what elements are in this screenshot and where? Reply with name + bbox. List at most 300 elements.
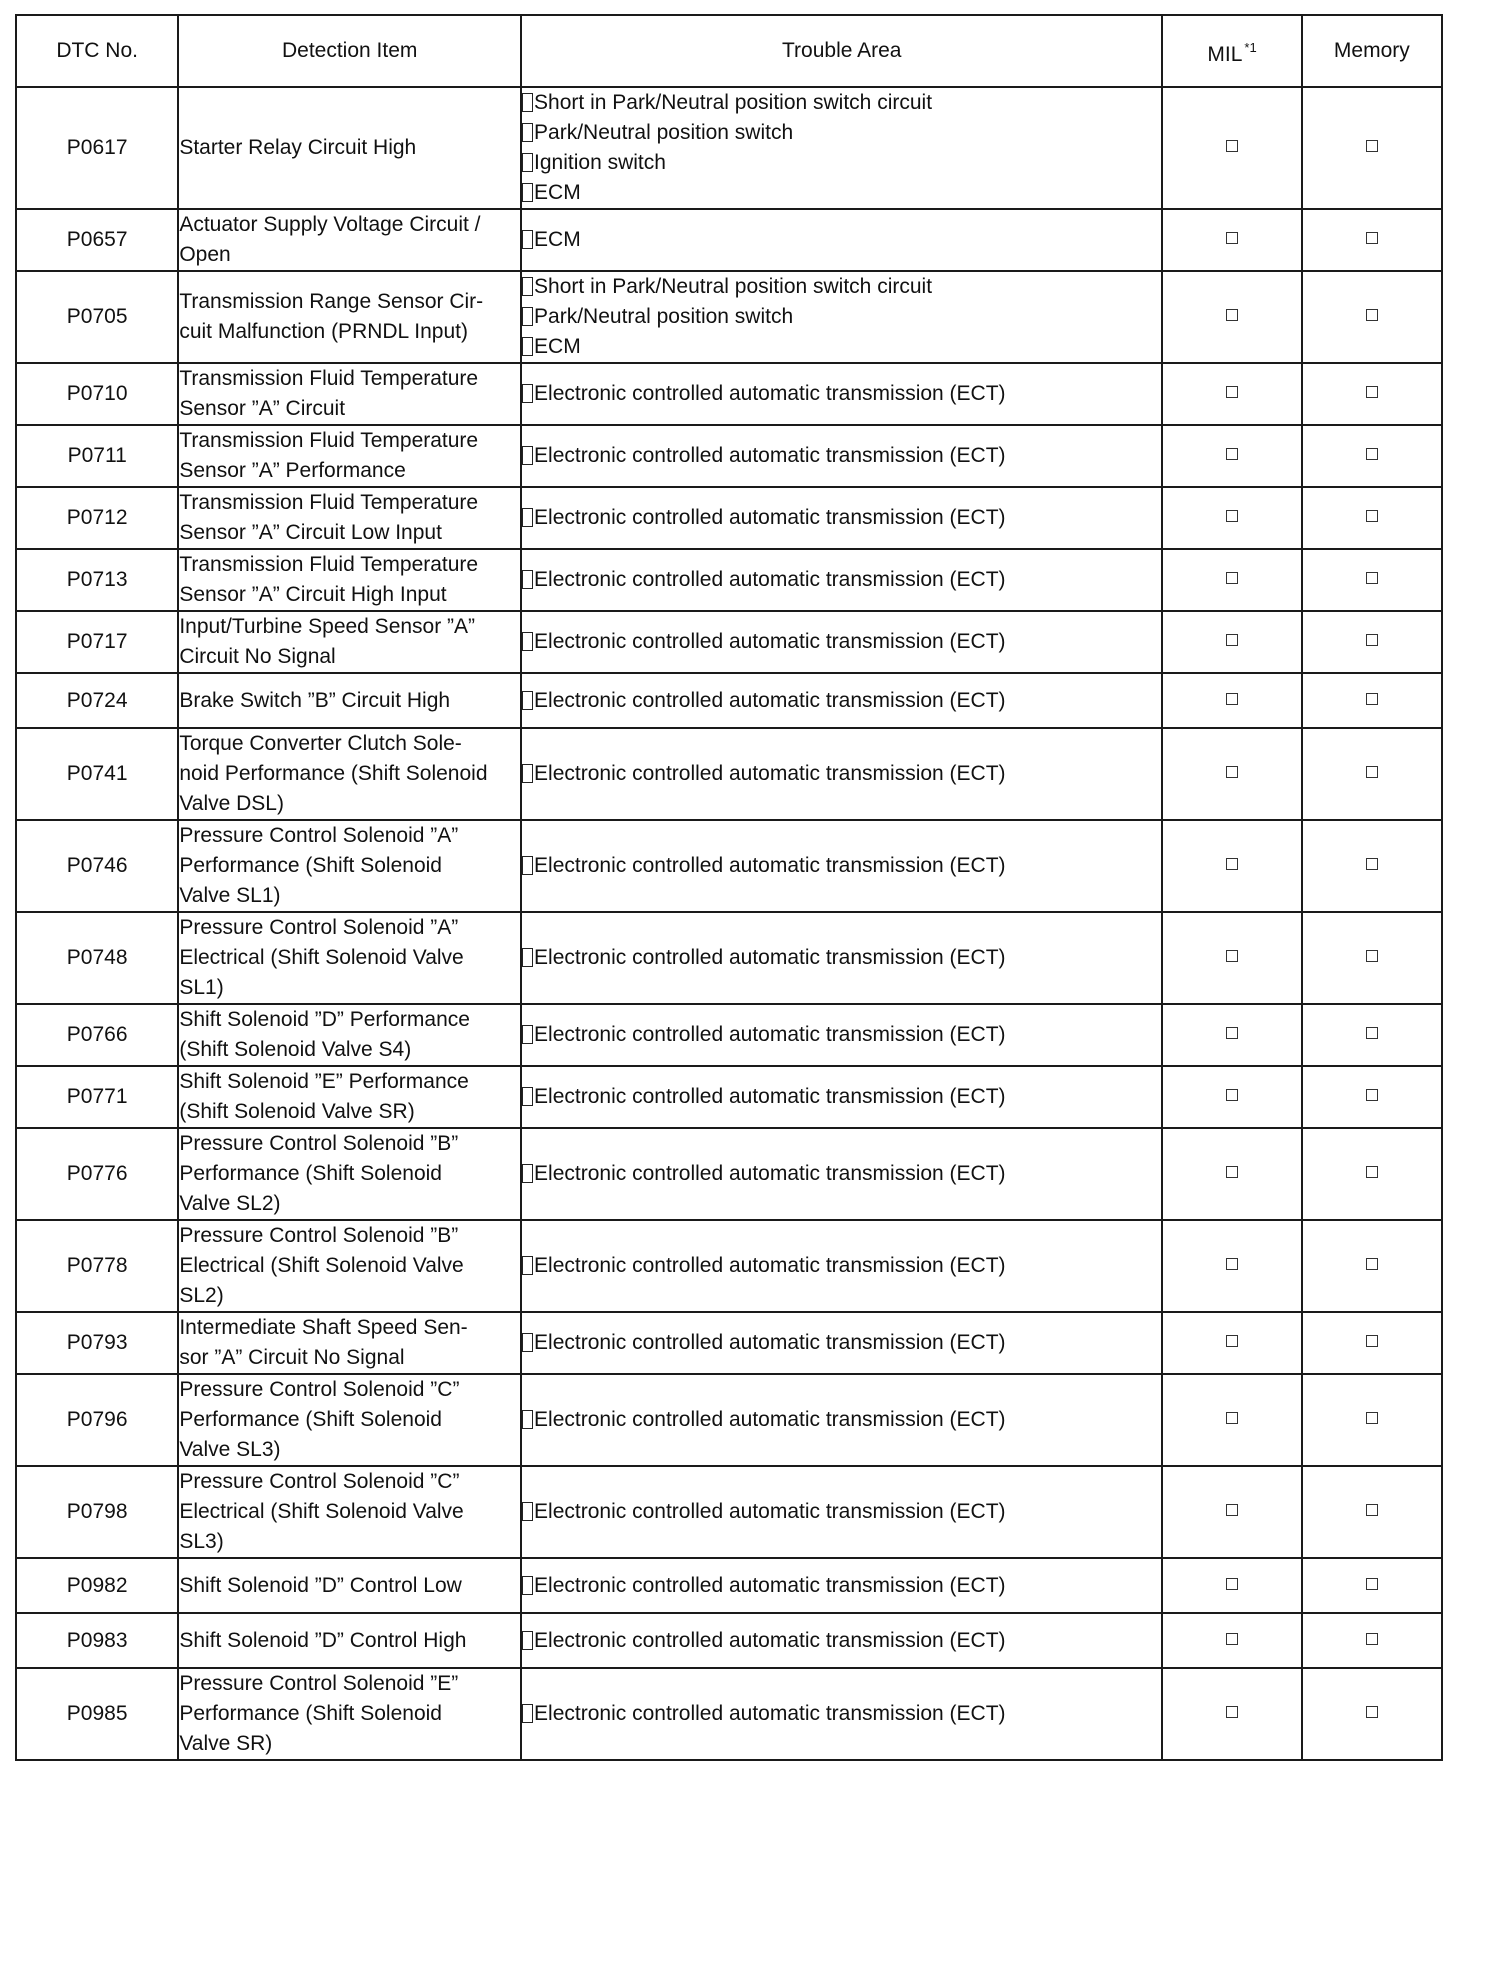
detection-item-line: Input/Turbine Speed Sensor ”A” bbox=[179, 615, 476, 638]
memory-cell bbox=[1302, 1374, 1442, 1466]
memory-cell bbox=[1302, 820, 1442, 912]
memory-cell bbox=[1302, 1220, 1442, 1312]
bullet-box-icon bbox=[522, 307, 533, 326]
detection-item-line: Valve SL1) bbox=[179, 884, 281, 907]
mil-cell bbox=[1162, 912, 1301, 1004]
memory-cell bbox=[1302, 1066, 1442, 1128]
trouble-area-text: Electronic controlled automatic transmission (ECT) bbox=[534, 1500, 1006, 1523]
mil-cell bbox=[1162, 673, 1301, 728]
table-body bbox=[16, 87, 1442, 1760]
trouble-area-line bbox=[522, 851, 1161, 881]
trouble-area bbox=[521, 1004, 1162, 1066]
empty-square-icon bbox=[1366, 950, 1378, 962]
dtc-code: P0746 bbox=[16, 820, 178, 912]
bullet-box-icon bbox=[522, 1025, 533, 1044]
dtc-code: P0798 bbox=[16, 1466, 178, 1558]
bullet-box-icon bbox=[522, 230, 533, 249]
detection-item bbox=[178, 363, 521, 425]
memory-cell bbox=[1302, 87, 1442, 209]
trouble-area-line bbox=[522, 148, 1161, 178]
trouble-area-line bbox=[522, 627, 1161, 657]
memory-cell bbox=[1302, 363, 1442, 425]
detection-item-line: Sensor ”A” Circuit bbox=[179, 397, 346, 420]
empty-square-icon bbox=[1226, 1633, 1238, 1645]
table-row bbox=[16, 549, 1442, 611]
dtc-code: P0724 bbox=[16, 673, 178, 728]
trouble-area bbox=[521, 363, 1162, 425]
empty-square-icon bbox=[1226, 232, 1238, 244]
detection-item-line: noid Performance (Shift Solenoid bbox=[179, 762, 488, 785]
empty-square-icon bbox=[1226, 1089, 1238, 1101]
trouble-area-text: Short in Park/Neutral position switch circuit bbox=[534, 275, 933, 298]
bullet-box-icon bbox=[522, 123, 533, 142]
memory-cell bbox=[1302, 1128, 1442, 1220]
bullet-box-icon bbox=[522, 1502, 533, 1521]
empty-square-icon bbox=[1226, 386, 1238, 398]
memory-cell bbox=[1302, 209, 1442, 271]
mil-cell bbox=[1162, 1312, 1301, 1374]
empty-square-icon bbox=[1366, 1504, 1378, 1516]
empty-square-icon bbox=[1366, 1412, 1378, 1424]
empty-square-icon bbox=[1366, 858, 1378, 870]
trouble-area-text: ECM bbox=[534, 228, 581, 251]
detection-item-line: (Shift Solenoid Valve SR) bbox=[179, 1100, 415, 1123]
dtc-code: P0711 bbox=[16, 425, 178, 487]
table-row bbox=[16, 912, 1442, 1004]
trouble-area-text: Electronic controlled automatic transmission (ECT) bbox=[534, 854, 1006, 877]
trouble-area-text: Electronic controlled automatic transmission (ECT) bbox=[534, 1085, 1006, 1108]
trouble-area-text: Electronic controlled automatic transmission (ECT) bbox=[534, 1573, 1006, 1597]
trouble-area-line bbox=[522, 686, 1161, 716]
mil-cell bbox=[1162, 425, 1301, 487]
bullet-box-icon bbox=[522, 764, 533, 783]
detection-item bbox=[178, 1558, 521, 1613]
empty-square-icon bbox=[1226, 1412, 1238, 1424]
detection-item-line: Torque Converter Clutch Sole- bbox=[179, 732, 462, 755]
empty-square-icon bbox=[1366, 1258, 1378, 1270]
detection-item-line: Performance (Shift Solenoid bbox=[179, 1702, 442, 1725]
empty-square-icon bbox=[1366, 766, 1378, 778]
trouble-area-line bbox=[522, 379, 1161, 409]
mil-cell bbox=[1162, 1558, 1301, 1613]
mil-cell bbox=[1162, 611, 1301, 673]
bullet-box-icon bbox=[522, 1410, 533, 1429]
table-row bbox=[16, 271, 1442, 363]
table-row bbox=[16, 673, 1442, 728]
trouble-area bbox=[521, 673, 1162, 728]
detection-item-line: Pressure Control Solenoid ”C” bbox=[179, 1378, 460, 1401]
table-row bbox=[16, 87, 1442, 209]
dtc-table bbox=[15, 14, 1443, 1761]
trouble-area-line bbox=[522, 1328, 1161, 1358]
detection-item-line: Pressure Control Solenoid ”A” bbox=[179, 824, 459, 847]
trouble-area-line bbox=[522, 1571, 1161, 1601]
bullet-box-icon bbox=[522, 1256, 533, 1275]
trouble-area bbox=[521, 1668, 1162, 1760]
empty-square-icon bbox=[1366, 572, 1378, 584]
trouble-area-text: Electronic controlled automatic transmission (ECT) bbox=[534, 630, 1006, 653]
trouble-area-line bbox=[522, 118, 1161, 148]
trouble-area-line bbox=[522, 1405, 1161, 1435]
memory-cell bbox=[1302, 549, 1442, 611]
trouble-area-line bbox=[522, 1020, 1161, 1050]
memory-cell bbox=[1302, 271, 1442, 363]
table-row bbox=[16, 487, 1442, 549]
empty-square-icon bbox=[1366, 1578, 1378, 1590]
dtc-code: P0776 bbox=[16, 1128, 178, 1220]
trouble-area-line bbox=[522, 1251, 1161, 1281]
trouble-area-line bbox=[522, 332, 1161, 362]
empty-square-icon bbox=[1226, 858, 1238, 870]
trouble-area bbox=[521, 425, 1162, 487]
bullet-box-icon bbox=[522, 1333, 533, 1352]
memory-cell bbox=[1302, 728, 1442, 820]
table-row bbox=[16, 1004, 1442, 1066]
detection-item-line: Valve SL3) bbox=[179, 1438, 281, 1461]
trouble-area-text: Park/Neutral position switch bbox=[534, 305, 794, 328]
empty-square-icon bbox=[1366, 1027, 1378, 1039]
trouble-area bbox=[521, 1128, 1162, 1220]
empty-square-icon bbox=[1226, 1027, 1238, 1039]
mil-cell bbox=[1162, 487, 1301, 549]
mil-cell bbox=[1162, 1004, 1301, 1066]
detection-item bbox=[178, 1004, 521, 1066]
bullet-box-icon bbox=[522, 337, 533, 356]
detection-item-line: Electrical (Shift Solenoid Valve bbox=[179, 946, 464, 969]
empty-square-icon bbox=[1366, 1335, 1378, 1347]
trouble-area bbox=[521, 487, 1162, 549]
detection-item-line: cuit Malfunction (PRNDL Input) bbox=[179, 320, 468, 343]
dtc-code: P0985 bbox=[16, 1668, 178, 1760]
detection-item-line: SL3) bbox=[179, 1530, 224, 1553]
detection-item-line: Actuator Supply Voltage Circuit / bbox=[179, 213, 481, 236]
mil-cell bbox=[1162, 1668, 1301, 1760]
dtc-code: P0796 bbox=[16, 1374, 178, 1466]
detection-item bbox=[178, 87, 521, 209]
detection-item-line: Valve SL2) bbox=[179, 1192, 281, 1215]
trouble-area bbox=[521, 611, 1162, 673]
memory-cell bbox=[1302, 1004, 1442, 1066]
table-row bbox=[16, 1466, 1442, 1558]
detection-item bbox=[178, 673, 521, 728]
detection-item-line: Transmission Fluid Temperature bbox=[179, 553, 479, 576]
mil-cell bbox=[1162, 1066, 1301, 1128]
detection-item bbox=[178, 912, 521, 1004]
trouble-area bbox=[521, 1220, 1162, 1312]
trouble-area-line bbox=[522, 272, 1161, 302]
detection-item-line: Pressure Control Solenoid ”C” bbox=[179, 1470, 460, 1493]
trouble-area-text: Electronic controlled automatic transmission (ECT) bbox=[534, 382, 1006, 405]
header-mil-label: MIL bbox=[1207, 42, 1243, 66]
trouble-area-line bbox=[522, 88, 1161, 118]
detection-item-line: Transmission Fluid Temperature bbox=[179, 367, 479, 390]
trouble-area-line bbox=[522, 178, 1161, 208]
empty-square-icon bbox=[1226, 140, 1238, 152]
detection-item-line: Performance (Shift Solenoid bbox=[179, 1408, 442, 1431]
dtc-code: P0793 bbox=[16, 1312, 178, 1374]
empty-square-icon bbox=[1226, 1504, 1238, 1516]
detection-item-line: Sensor ”A” Performance bbox=[179, 459, 406, 482]
detection-item-line: (Shift Solenoid Valve S4) bbox=[179, 1038, 412, 1061]
trouble-area-text: Electronic controlled automatic transmission (ECT) bbox=[534, 1023, 1006, 1046]
detection-item-line: SL2) bbox=[179, 1284, 224, 1307]
detection-item-line: Performance (Shift Solenoid bbox=[179, 854, 442, 877]
detection-item-line: Sensor ”A” Circuit Low Input bbox=[179, 521, 442, 544]
memory-cell bbox=[1302, 487, 1442, 549]
trouble-area-text: Electronic controlled automatic transmission (ECT) bbox=[534, 1702, 1006, 1725]
detection-item bbox=[178, 1668, 521, 1760]
detection-item-line: Sensor ”A” Circuit High Input bbox=[179, 583, 447, 606]
detection-item bbox=[178, 728, 521, 820]
trouble-area-text: Electronic controlled automatic transmission (ECT) bbox=[534, 444, 1006, 467]
bullet-box-icon bbox=[522, 948, 533, 967]
detection-item bbox=[178, 1374, 521, 1466]
mil-cell bbox=[1162, 271, 1301, 363]
table-row bbox=[16, 1558, 1442, 1613]
empty-square-icon bbox=[1366, 1089, 1378, 1101]
table-row bbox=[16, 611, 1442, 673]
memory-cell bbox=[1302, 673, 1442, 728]
dtc-code: P0982 bbox=[16, 1558, 178, 1613]
table-row bbox=[16, 425, 1442, 487]
empty-square-icon bbox=[1226, 693, 1238, 705]
bullet-box-icon bbox=[522, 691, 533, 710]
dtc-code: P0617 bbox=[16, 87, 178, 209]
trouble-area bbox=[521, 1312, 1162, 1374]
memory-cell bbox=[1302, 1558, 1442, 1613]
bullet-box-icon bbox=[522, 856, 533, 875]
trouble-area bbox=[521, 912, 1162, 1004]
dtc-code: P0710 bbox=[16, 363, 178, 425]
empty-square-icon bbox=[1366, 1166, 1378, 1178]
dtc-code: P0741 bbox=[16, 728, 178, 820]
trouble-area-line bbox=[522, 225, 1161, 255]
mil-cell bbox=[1162, 1613, 1301, 1668]
table-row bbox=[16, 1128, 1442, 1220]
empty-square-icon bbox=[1366, 309, 1378, 321]
trouble-area-text: Electronic controlled automatic transmission (ECT) bbox=[534, 1628, 1006, 1652]
empty-square-icon bbox=[1226, 1578, 1238, 1590]
detection-item-line: Pressure Control Solenoid ”B” bbox=[179, 1132, 459, 1155]
detection-item-line: Pressure Control Solenoid ”A” bbox=[179, 916, 459, 939]
trouble-area-line bbox=[522, 1159, 1161, 1189]
bullet-box-icon bbox=[522, 570, 533, 589]
table-row bbox=[16, 728, 1442, 820]
detection-item bbox=[178, 271, 521, 363]
empty-square-icon bbox=[1366, 448, 1378, 460]
detection-item-line: Shift Solenoid ”D” Control High bbox=[179, 1628, 467, 1652]
bullet-box-icon bbox=[522, 183, 533, 202]
mil-cell bbox=[1162, 1128, 1301, 1220]
empty-square-icon bbox=[1366, 693, 1378, 705]
trouble-area bbox=[521, 271, 1162, 363]
mil-cell bbox=[1162, 1374, 1301, 1466]
empty-square-icon bbox=[1366, 232, 1378, 244]
table-row bbox=[16, 1312, 1442, 1374]
mil-cell bbox=[1162, 209, 1301, 271]
detection-item-line: Open bbox=[179, 243, 231, 266]
trouble-area bbox=[521, 1374, 1162, 1466]
trouble-area-text: Electronic controlled automatic transmission (ECT) bbox=[534, 946, 1006, 969]
dtc-code: P0717 bbox=[16, 611, 178, 673]
empty-square-icon bbox=[1366, 1633, 1378, 1645]
detection-item bbox=[178, 549, 521, 611]
dtc-code: P0705 bbox=[16, 271, 178, 363]
table-row bbox=[16, 1374, 1442, 1466]
trouble-area-text: ECM bbox=[534, 181, 581, 204]
detection-item-line: Valve SR) bbox=[179, 1732, 273, 1755]
table-row bbox=[16, 1668, 1442, 1760]
detection-item bbox=[178, 425, 521, 487]
detection-item-line: Pressure Control Solenoid ”B” bbox=[179, 1224, 459, 1247]
trouble-area-text: Short in Park/Neutral position switch circuit bbox=[534, 91, 933, 114]
empty-square-icon bbox=[1366, 634, 1378, 646]
trouble-area bbox=[521, 1466, 1162, 1558]
header-detection-item: Detection Item bbox=[178, 15, 521, 87]
detection-item-line: Starter Relay Circuit High bbox=[179, 136, 417, 159]
mil-cell bbox=[1162, 820, 1301, 912]
memory-cell bbox=[1302, 611, 1442, 673]
header-mil bbox=[1162, 15, 1301, 87]
trouble-area-text: Electronic controlled automatic transmission (ECT) bbox=[534, 1254, 1006, 1277]
trouble-area bbox=[521, 549, 1162, 611]
detection-item-line: Intermediate Shaft Speed Sen- bbox=[179, 1316, 468, 1339]
trouble-area-line bbox=[522, 441, 1161, 471]
detection-item-line: Shift Solenoid ”D” Performance bbox=[179, 1008, 470, 1031]
empty-square-icon bbox=[1366, 1706, 1378, 1718]
memory-cell bbox=[1302, 1668, 1442, 1760]
detection-item bbox=[178, 820, 521, 912]
empty-square-icon bbox=[1226, 950, 1238, 962]
trouble-area bbox=[521, 1558, 1162, 1613]
header-mil-footnote: *1 bbox=[1244, 39, 1257, 55]
bullet-box-icon bbox=[522, 1631, 533, 1650]
dtc-code: P0778 bbox=[16, 1220, 178, 1312]
table-row bbox=[16, 1066, 1442, 1128]
header-memory: Memory bbox=[1302, 15, 1442, 87]
detection-item bbox=[178, 487, 521, 549]
trouble-area-text: Ignition switch bbox=[534, 151, 666, 174]
table-row bbox=[16, 820, 1442, 912]
empty-square-icon bbox=[1366, 386, 1378, 398]
memory-cell bbox=[1302, 912, 1442, 1004]
trouble-area-line bbox=[522, 1626, 1161, 1656]
detection-item-line: sor ”A” Circuit No Signal bbox=[179, 1346, 405, 1369]
bullet-box-icon bbox=[522, 632, 533, 651]
trouble-area-text: Electronic controlled automatic transmission (ECT) bbox=[534, 762, 1006, 785]
empty-square-icon bbox=[1226, 766, 1238, 778]
trouble-area-line bbox=[522, 1082, 1161, 1112]
detection-item-line: Transmission Fluid Temperature bbox=[179, 491, 479, 514]
empty-square-icon bbox=[1226, 1258, 1238, 1270]
detection-item-line: Electrical (Shift Solenoid Valve bbox=[179, 1500, 464, 1523]
detection-item-line: Transmission Fluid Temperature bbox=[179, 429, 479, 452]
trouble-area-text: Park/Neutral position switch bbox=[534, 121, 794, 144]
detection-item-line: SL1) bbox=[179, 976, 224, 999]
trouble-area-text: Electronic controlled automatic transmission (ECT) bbox=[534, 568, 1006, 591]
dtc-code: P0657 bbox=[16, 209, 178, 271]
trouble-area bbox=[521, 1066, 1162, 1128]
detection-item-line: Valve DSL) bbox=[179, 792, 284, 815]
bullet-box-icon bbox=[522, 93, 533, 112]
empty-square-icon bbox=[1226, 1335, 1238, 1347]
empty-square-icon bbox=[1226, 309, 1238, 321]
detection-item bbox=[178, 1613, 521, 1668]
empty-square-icon bbox=[1366, 140, 1378, 152]
mil-cell bbox=[1162, 1466, 1301, 1558]
table-row bbox=[16, 1220, 1442, 1312]
mil-cell bbox=[1162, 1220, 1301, 1312]
detection-item-line: Shift Solenoid ”D” Control Low bbox=[179, 1573, 462, 1597]
dtc-code: P0983 bbox=[16, 1613, 178, 1668]
memory-cell bbox=[1302, 1466, 1442, 1558]
detection-item-line: Pressure Control Solenoid ”E” bbox=[179, 1672, 459, 1695]
bullet-box-icon bbox=[522, 153, 533, 172]
detection-item-line: Performance (Shift Solenoid bbox=[179, 1162, 442, 1185]
empty-square-icon bbox=[1226, 448, 1238, 460]
detection-item-line: Brake Switch ”B” Circuit High bbox=[179, 688, 451, 712]
detection-item bbox=[178, 611, 521, 673]
detection-item bbox=[178, 1128, 521, 1220]
empty-square-icon bbox=[1366, 510, 1378, 522]
memory-cell bbox=[1302, 1613, 1442, 1668]
header-trouble-area: Trouble Area bbox=[521, 15, 1162, 87]
dtc-code: P0748 bbox=[16, 912, 178, 1004]
memory-cell bbox=[1302, 425, 1442, 487]
empty-square-icon bbox=[1226, 634, 1238, 646]
trouble-area-text: Electronic controlled automatic transmission (ECT) bbox=[534, 1162, 1006, 1185]
dtc-code: P0712 bbox=[16, 487, 178, 549]
trouble-area-text: Electronic controlled automatic transmission (ECT) bbox=[534, 506, 1006, 529]
detection-item bbox=[178, 1312, 521, 1374]
trouble-area bbox=[521, 87, 1162, 209]
header-row bbox=[16, 15, 1442, 87]
trouble-area bbox=[521, 728, 1162, 820]
bullet-box-icon bbox=[522, 446, 533, 465]
mil-cell bbox=[1162, 363, 1301, 425]
trouble-area-line bbox=[522, 1699, 1161, 1729]
detection-item bbox=[178, 1220, 521, 1312]
trouble-area-line bbox=[522, 759, 1161, 789]
bullet-box-icon bbox=[522, 1704, 533, 1723]
trouble-area bbox=[521, 209, 1162, 271]
trouble-area-line bbox=[522, 302, 1161, 332]
table-row bbox=[16, 363, 1442, 425]
trouble-area bbox=[521, 820, 1162, 912]
bullet-box-icon bbox=[522, 1576, 533, 1595]
bullet-box-icon bbox=[522, 508, 533, 527]
mil-cell bbox=[1162, 549, 1301, 611]
bullet-box-icon bbox=[522, 384, 533, 403]
bullet-box-icon bbox=[522, 1164, 533, 1183]
header-dtc-no: DTC No. bbox=[16, 15, 178, 87]
detection-item-line: Circuit No Signal bbox=[179, 645, 336, 668]
detection-item-line: Shift Solenoid ”E” Performance bbox=[179, 1070, 469, 1093]
trouble-area-line bbox=[522, 503, 1161, 533]
dtc-code: P0766 bbox=[16, 1004, 178, 1066]
detection-item-line: Electrical (Shift Solenoid Valve bbox=[179, 1254, 464, 1277]
bullet-box-icon bbox=[522, 277, 533, 296]
empty-square-icon bbox=[1226, 572, 1238, 584]
trouble-area-line bbox=[522, 943, 1161, 973]
table-row bbox=[16, 209, 1442, 271]
detection-item bbox=[178, 1066, 521, 1128]
trouble-area-text: ECM bbox=[534, 335, 581, 358]
trouble-area-text: Electronic controlled automatic transmission (ECT) bbox=[534, 688, 1006, 712]
trouble-area-text: Electronic controlled automatic transmission (ECT) bbox=[534, 1408, 1006, 1431]
bullet-box-icon bbox=[522, 1087, 533, 1106]
trouble-area-line bbox=[522, 565, 1161, 595]
